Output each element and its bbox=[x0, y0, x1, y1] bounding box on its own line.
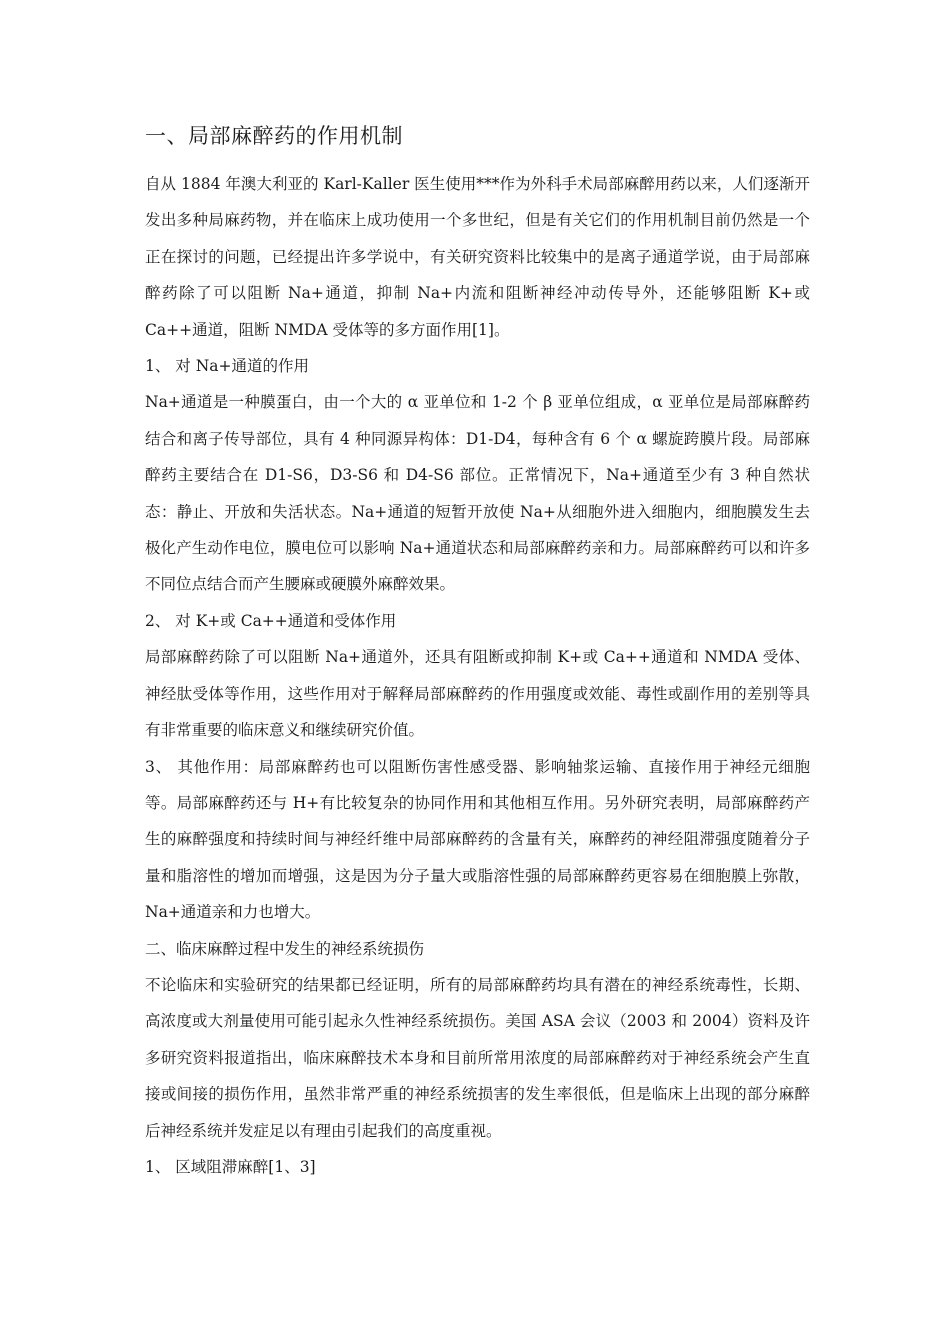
section-heading-h2-1: 1、 区域阻滞麻醉[1、3] bbox=[145, 1157, 316, 1176]
document-body bbox=[145, 166, 810, 1185]
paragraph-intro: 自从 1884 年澳大利亚的 Karl-Kaller 医生使用***作为外科手术局部麻醉用药以来，人们逐渐开发出多种局麻药物，并在临床上成功使用一个多世纪，但是有关它们的作用机制目前仍然是一个正在探讨的问题，已经提出许多学说中，有关研究资料比较集中的是离子通道学说，由于局部麻醉药除了可以阻断 Na+通道，抑制 Na+内流和阻断神经冲动传导外，还能够阻断 K+或 Ca++通道，阻断 NMDA 受体等的多方面作用[1]。 bbox=[145, 175, 810, 339]
paragraph-na-channel: Na+通道是一种膜蛋白，由一个大的 α 亚单位和 1-2 个 β 亚单位组成，α 亚单位是局部麻醉药结合和离子传导部位，具有 4 种同源异构体：D1-D4，每种含有 6 个 α 螺旋跨膜片段。局部麻醉药主要结合在 D1-S6，D3-S6 和 D4-S6 部位。正常情况下，Na+通道至少有 3 种自然状态：静止、开放和失活状态。Na+通道的短暂开放使 Na+从细胞外进入细胞内，细胞膜发生去极化产生动作电位，膜电位可以影响 Na+通道状态和局部麻醉药亲和力。局部麻醉药可以和许多不同位点结合而产生腰麻或硬膜外麻醉效果。 bbox=[145, 393, 810, 594]
paragraph-nerve-injury: 不论临床和实验研究的结果都已经证明，所有的局部麻醉药均具有潜在的神经系统毒性，长期、高浓度或大剂量使用可能引起永久性神经系统损伤。美国 ASA 会议（2003 和 2004）资料及许多研究资料报道指出，临床麻醉技术本身和目前所常用浓度的局部麻醉药对于神经系统会产生直接或间接的损伤作用，虽然非常严重的神经系统损害的发生率很低，但是临床上出现的部分麻醉后神经系统并发症足以有理由引起我们的高度重视。 bbox=[145, 975, 810, 1140]
paragraph-k-ca-channel: 局部麻醉药除了可以阻断 Na+通道外，还具有阻断或抑制 K+或 Ca++通道和 NMDA 受体、神经肽受体等作用，这些作用对于解释局部麻醉药的作用强度或效能、毒性或副作用的差别等具有非常重要的临床意义和继续研究价值。 bbox=[145, 648, 810, 740]
section-title: 一、局部麻醉药的作用机制 bbox=[145, 124, 403, 148]
section-heading-h2: 二、临床麻醉过程中发生的神经系统损伤 bbox=[145, 939, 425, 958]
section-heading-h1-1: 1、 对 Na+通道的作用 bbox=[145, 357, 310, 376]
section-heading-h1-2: 2、 对 K+或 Ca++通道和受体作用 bbox=[145, 611, 397, 630]
paragraph-other-effects: 3、 其他作用：局部麻醉药也可以阻断伤害性感受器、影响轴浆运输、直接作用于神经元细胞等。局部麻醉药还与 H+有比较复杂的协同作用和其他相互作用。另外研究表明，局部麻醉药产生的麻醉强度和持续时间与神经纤维中局部麻醉药的含量有关，麻醉药的神经阻滞强度随着分子量和脂溶性的增加而增强，这是因为分子量大或脂溶性强的局部麻醉药更容易在细胞膜上弥散，Na+通道亲和力也增大。 bbox=[145, 757, 810, 922]
